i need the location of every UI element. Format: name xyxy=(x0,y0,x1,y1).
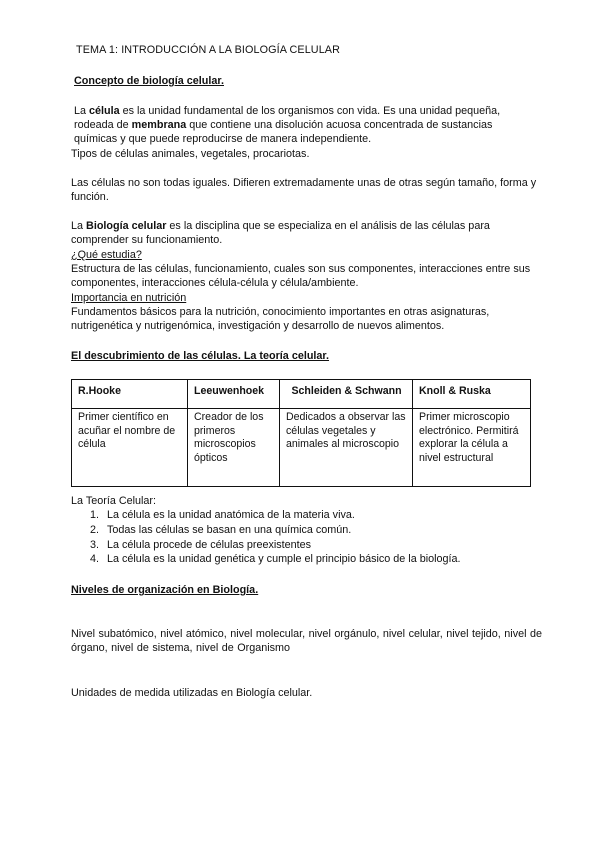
table-header-cell: Schleiden & Schwann xyxy=(280,380,413,409)
table-header-cell: R.Hooke xyxy=(72,380,188,409)
list-item: 4. La célula es la unidad genética y cumple el principio básico de la biología. xyxy=(90,553,461,566)
table-header-cell: Knoll & Ruska xyxy=(413,380,531,409)
term-membrana: membrana xyxy=(131,119,187,132)
paragraph-diferencias: Las células no son todas iguales. Difieren extremadamente unas de otras según tamaño, forma y función. xyxy=(71,177,537,204)
list-item: 2. Todas las células se basan en una química común. xyxy=(90,523,352,536)
table-cell: Dedicados a observar las células vegetales y animales al microscopio xyxy=(280,409,413,487)
paragraph-biologia-celular: La Biología celular es la disciplina que se especializa en el análisis de las células para comprender su funcionamiento. xyxy=(71,220,490,247)
label-teoria-celular: La Teoría Celular: xyxy=(71,495,157,507)
paragraph-celula: La célula es la unidad fundamental de los organismos con vida. Es una unidad pequeña, rodeada de membrana que contiene una disolución acuosa concentrada de sustancias químicas y que puede reproducirse de manera independiente. xyxy=(74,105,501,146)
label-importancia: Importancia en nutrición xyxy=(71,292,187,304)
table-cell: Primer microscopio electrónico. Permitirá explorar la célula a nivel estructural xyxy=(413,409,531,487)
table-cell: Creador de los primeros microscopios ópticos xyxy=(188,409,280,487)
paragraph-tipos: Tipos de células animales, vegetales, procariotas. xyxy=(71,148,310,160)
discovery-table xyxy=(71,379,531,487)
heading-descubrimiento: El descubrimiento de las células. La teoría celular. xyxy=(71,350,330,362)
page-title: TEMA 1: INTRODUCCIÓN A LA BIOLOGÍA CELULAR xyxy=(76,44,340,56)
paragraph-importancia: Fundamentos básicos para la nutrición, conocimiento importantes en otras asignaturas, nutrigenética y nutrigenómica, investigación y desarrollo de nuevos alimentos. xyxy=(71,306,490,333)
table-header-cell: Leeuwenhoek xyxy=(188,380,280,409)
label-que-estudia: ¿Qué estudia? xyxy=(71,249,142,261)
paragraph-unidades: Unidades de medida utilizadas en Biología celular. xyxy=(71,687,313,699)
term-celula: célula xyxy=(89,105,120,117)
paragraph-que-estudia: Estructura de las células, funcionamiento, cuales son sus componentes, interacciones entre sus componentes, interacciones célula-célula y célula/ambiente. xyxy=(71,263,531,290)
paragraph-niveles: Nivel subatómico, nivel atómico, nivel molecular, nivel orgánulo, nivel celular, nivel tejido, nivel de órgano, nivel de sistema, nivel de Organismo xyxy=(71,628,543,655)
list-item: 3. La célula procede de células preexistentes xyxy=(90,538,312,551)
table-cell: Primer científico en acuñar el nombre de célula xyxy=(72,409,188,487)
table-header-row xyxy=(72,380,531,409)
table-row xyxy=(72,409,531,487)
heading-niveles: Niveles de organización en Biología. xyxy=(71,584,259,596)
heading-concepto: Concepto de biología celular. xyxy=(74,75,224,87)
term-biologia-celular: Biología celular xyxy=(86,220,167,232)
list-item: 1. La célula es la unidad anatómica de la materia viva. xyxy=(90,509,355,521)
theory-list xyxy=(71,508,541,567)
